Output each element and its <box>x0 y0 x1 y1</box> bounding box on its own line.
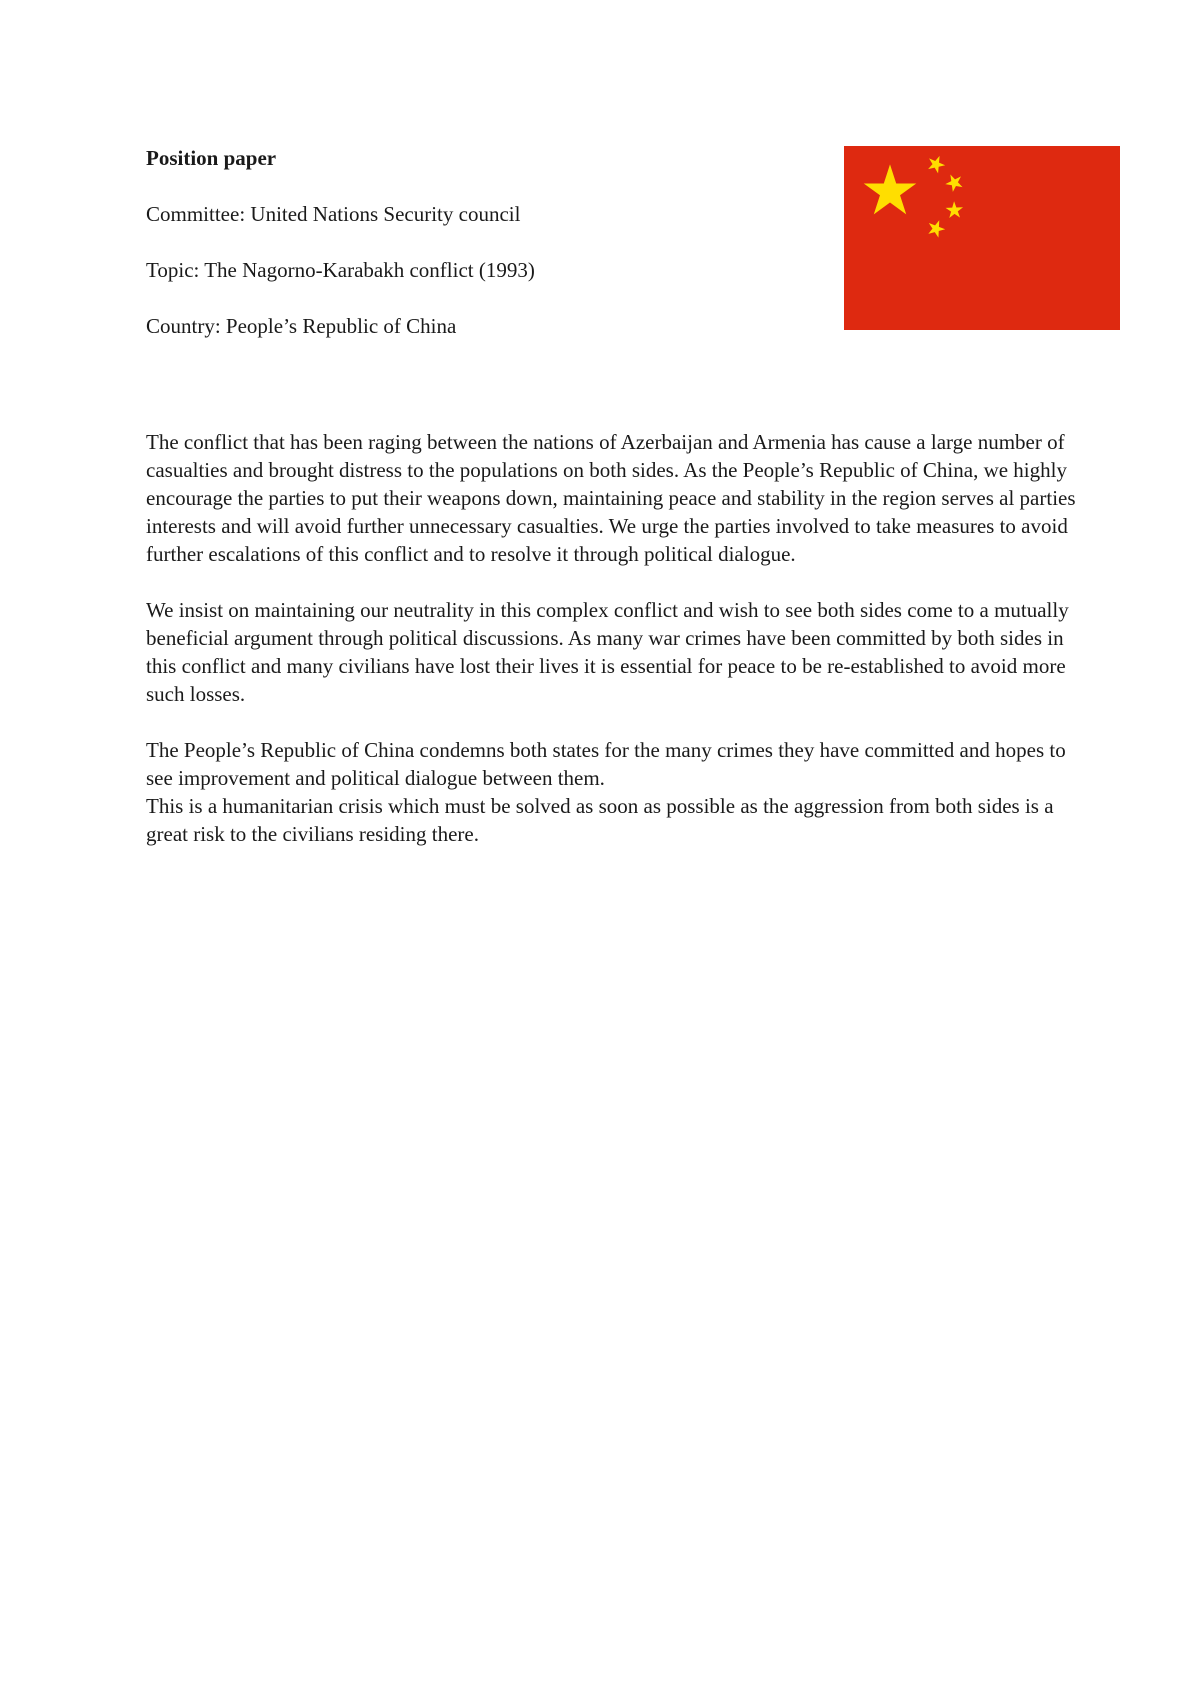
document-title: Position paper <box>146 146 277 170</box>
paragraph-3: The People’s Republic of China condemns both states for the many crimes they have committed and hopes to see improvement and political dialogue between them. <box>146 738 1066 790</box>
document-body <box>146 428 1086 848</box>
committee-line: Committee: United Nations Security council <box>146 202 521 226</box>
paragraph-2: We insist on maintaining our neutrality in this complex conflict and wish to see both sides come to a mutually beneficial argument through political discussions. As many war crimes have been committed by both sides in this conflict and many civilians have lost their lives it is essential for peace to be re-established to avoid more such losses. <box>146 598 1069 706</box>
paragraph-1: The conflict that has been raging between the nations of Azerbaijan and Armenia has cause a large number of casualties and brought distress to the populations on both sides. As the People’s Republic of China, we highly encourage the parties to put their weapons down, maintaining peace and stability in the region serves al parties interests and will avoid further unnecessary casualties. We urge the parties involved to take measures to avoid further escalations of this conflict and to resolve it through political dialogue. <box>146 430 1076 566</box>
country-line: Country: People’s Republic of China <box>146 314 457 338</box>
topic-line: Topic: The Nagorno-Karabakh conflict (1993) <box>146 258 535 282</box>
document-header <box>146 145 806 339</box>
paragraph-4: This is a humanitarian crisis which must be solved as soon as possible as the aggression from both sides is a great risk to the civilians residing there. <box>146 794 1054 846</box>
china-flag-icon <box>842 146 1122 330</box>
